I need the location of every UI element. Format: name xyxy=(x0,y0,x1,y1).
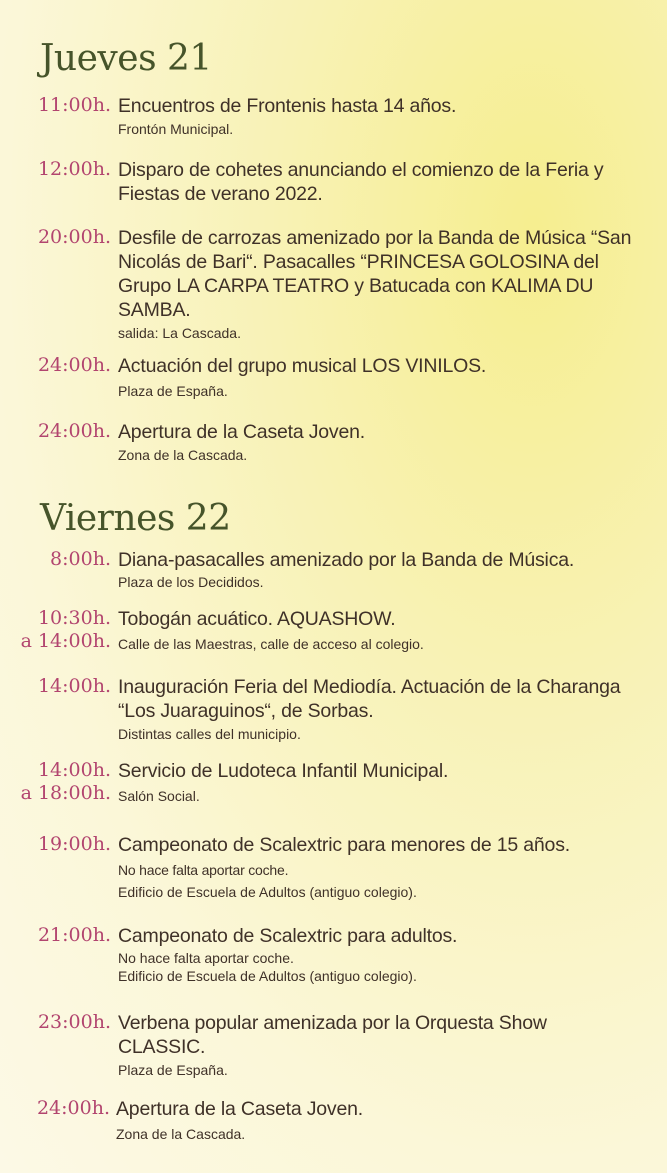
event-location: Plaza de los Decididos. xyxy=(118,574,264,590)
event-location: No hace falta aportar coche. Edificio de Escuela de Adultos (antiguo colegio). xyxy=(118,949,658,985)
event-location: salida: La Cascada. xyxy=(118,325,241,341)
event-title: Apertura de la Caseta Joven. xyxy=(118,421,365,443)
event-title: Servicio de Ludoteca Infantil Municipal. xyxy=(118,760,449,782)
event-time: 10:30h. a 14:00h. xyxy=(20,607,111,652)
event-time: 14:00h. a 18:00h. xyxy=(20,759,111,804)
event-time: 24:00h. xyxy=(37,354,111,376)
event-title: Desfile de carrozas amenizado por la Banda de Música “San Nicolás de Bari“. Pasacalles “PRINCESA GOLOSINA del Grupo LA CARPA TEATRO y Batucada con KALIMA DU SAMBA. xyxy=(118,227,632,321)
event-time: 14:00h. xyxy=(37,675,111,697)
event-time: 24:00h. xyxy=(37,420,111,442)
event-time: 19:00h. xyxy=(37,833,111,855)
event-location: Distintas calles del municipio. xyxy=(118,726,301,742)
event-note: No hace falta aportar coche. xyxy=(118,862,289,878)
event-location: Frontón Municipal. xyxy=(118,121,234,137)
event-title: Tobogán acuático. AQUASHOW. xyxy=(118,608,396,630)
event-time: 21:00h. xyxy=(37,924,111,946)
event-title: Actuación del grupo musical LOS VINILOS. xyxy=(118,355,487,377)
event-title: Diana-pasacalles amenizado por la Banda de Música. xyxy=(118,549,575,571)
event-time: 24:00h. xyxy=(36,1097,110,1119)
event-time: 11:00h. xyxy=(37,94,111,116)
event-time: 12:00h. xyxy=(37,158,111,180)
event-time: 23:00h. xyxy=(37,1011,111,1033)
event-title: Campeonato de Scalextric para adultos. xyxy=(118,925,458,947)
event-location: Calle de las Maestras, calle de acceso al colegio. xyxy=(118,636,424,652)
event-title: Disparo de cohetes anunciando el comienzo de la Feria y Fiestas de verano 2022. xyxy=(118,159,604,205)
event-location: Zona de la Cascada. xyxy=(116,1126,246,1142)
event-time: 8:00h. xyxy=(50,548,111,570)
event-title: Campeonato de Scalextric para menores de 15 años. No hace falta aportar coche. xyxy=(118,834,570,878)
day-title-jueves: Jueves 21 xyxy=(40,38,212,79)
event-note: No hace falta aportar coche. xyxy=(118,950,294,966)
event-location: Edificio de Escuela de Adultos (antiguo colegio). xyxy=(118,884,417,900)
day-title-viernes: Viernes 22 xyxy=(40,498,231,539)
event-title: Inauguración Feria del Mediodía. Actuación de la Charanga “Los Juaraguinos“, de Sorbas. xyxy=(118,676,621,722)
event-location: Plaza de España. xyxy=(118,383,228,399)
event-title: Encuentros de Frontenis hasta 14 años. xyxy=(118,95,457,117)
event-title: Verbena popular amenizada por la Orquesta Show CLASSIC. xyxy=(118,1012,547,1058)
event-time: 20:00h. xyxy=(37,226,111,248)
event-title: Apertura de la Caseta Joven. xyxy=(116,1098,363,1120)
event-location: Zona de la Cascada. xyxy=(118,447,248,463)
event-location: Salón Social. xyxy=(118,788,200,804)
event-location: Plaza de España. xyxy=(118,1062,228,1078)
